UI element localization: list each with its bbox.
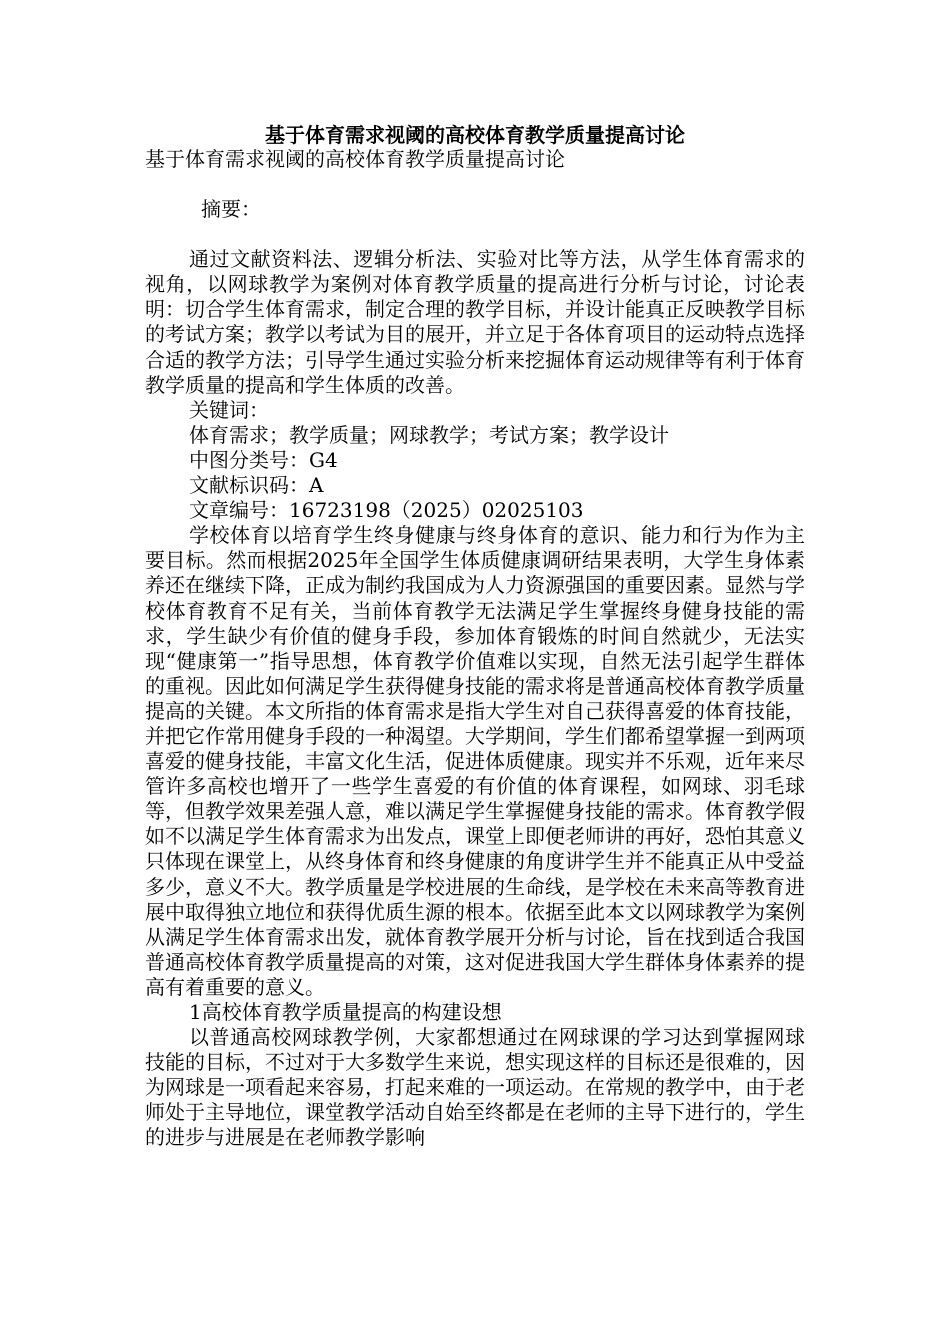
- blank-line: [145, 172, 805, 197]
- document-code: 文献标识码：A: [189, 473, 324, 498]
- body-paragraph: 学校体育以培育学生终身健康与终身体育的意识、能力和行为作为主要目标。然而根据2025年全国学生体质健康调研结果表明，大学生身体素养还在继续下降，正成为制约我国成为人力资源强国的重要因素。显然与学校体育教育不足有关，当前体育教学无法满足学生掌握终身健身技能的需求，学生缺少有价值的健身手段，参加体育锻炼的时间自然就少，无法实现“健康第一”指导思想，体育教学价值难以实现，自然无法引起学生群体的重视。因此如何满足学生获得健身技能的需求将是普通高校体育教学质量提高的关键。本文所指的体育需求是指大学生对自己获得喜爱的体育技能，并把它作常用健身手段的一种渴望。大学期间，学生们都希望掌握一到两项喜爱的健身技能，丰富文化生活，促进体质健康。现实并不乐观，近年来尽管许多高校也增开了一些学生喜爱的有价值的体育课程，如网球、羽毛球等，但教学效果差强人意，难以满足学生掌握健身技能的需求。体育教学假如不以满足学生体育需求为出发点，课堂上即便老师讲的再好，恐怕其意义只体现在课堂上，从终身体育和终身健康的角度讲学生并不能真正从中受益多少，意义不大。教学质量是学校进展的生命线，是学校在未来高等教育进展中取得独立地位和获得优质生源的根本。依据至此本文以网球教学为案例从满足学生体育需求出发，就体育教学展开分析与讨论，旨在找到适合我国普通高校体育教学质量提高的对策，这对促进我国大学生群体身体素养的提高有着重要的意义。: [145, 523, 805, 999]
- abstract-paragraph: 通过文献资料法、逻辑分析法、实验对比等方法，从学生体育需求的视角，以网球教学为案例对体育教学质量的提高进行分析与讨论，讨论表明：切合学生体育需求，制定合理的教学目标，并设计能真正反映教学目标的考试方案；教学以考试为目的展开，并立足于各体育项目的运动特点选择合适的教学方法；引导学生通过实验分析来挖掘体育运动规律等有利于体育教学质量的提高和学生体质的改善。: [145, 247, 805, 397]
- article-number: 文章编号：16723198（2025）02025103: [189, 498, 584, 523]
- section-heading: 1高校体育教学质量提高的构建设想: [189, 1000, 502, 1024]
- keywords-label: 关键词：: [189, 397, 269, 422]
- abstract-label: 摘要：: [201, 197, 261, 222]
- body-paragraph: 以普通高校网球教学例，大家都想通过在网球课的学习达到掌握网球技能的目标，不过对于大多数学生来说，想实现这样的目标还是很难的，因为网球是一项看起来容易，打起来难的一项运动。在常规的教学中，由于老师处于主导地位，课堂教学活动自始至终都是在老师的主导下进行的，学生的进步与进展是在老师教学影响: [145, 1025, 805, 1150]
- blank-line: [145, 222, 805, 247]
- document-subtitle: 基于体育需求视阈的高校体育教学质量提高讨论: [145, 147, 565, 171]
- classification-number: 中图分类号：G4: [189, 447, 338, 472]
- document-title: 基于体育需求视阈的高校体育教学质量提高讨论: [265, 123, 685, 147]
- keywords-list: 体育需求；教学质量；网球教学；考试方案；教学设计: [189, 422, 669, 447]
- document-body: [145, 147, 805, 1151]
